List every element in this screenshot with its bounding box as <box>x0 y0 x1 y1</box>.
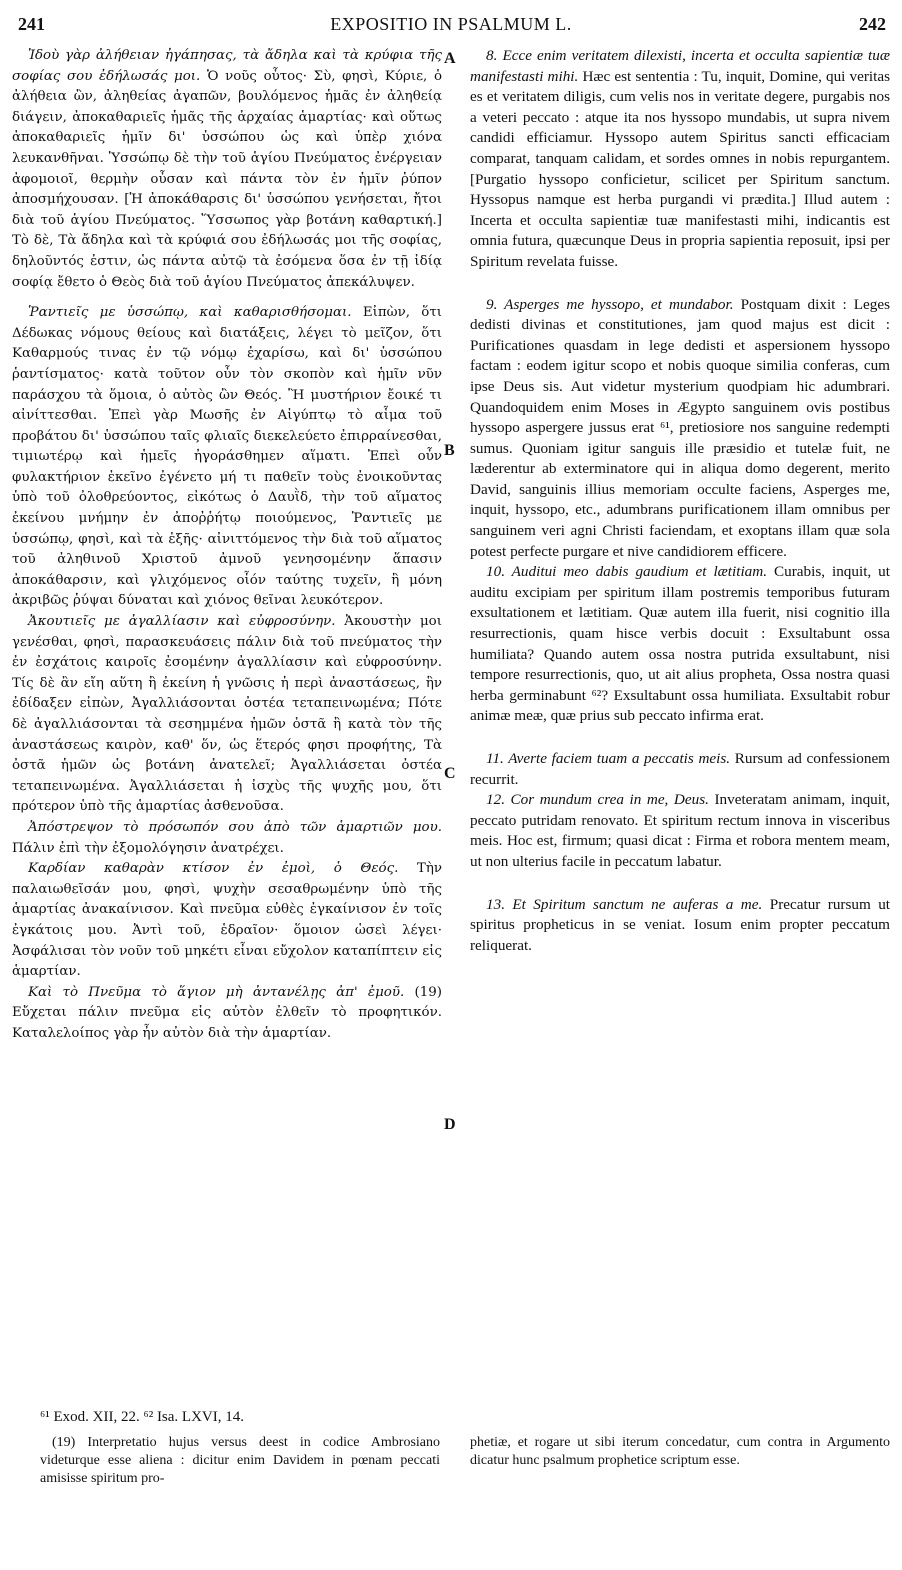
greek-lemma: Ἰδοὺ γὰρ ἀλήθειαν ἠγάπησας, τὰ ἄδηλα καὶ τὰ κρύφια τῆς σοφίας σου ἐδήλωσάς μοι. <box>12 48 442 84</box>
note-text: (19) Interpretatio hujus versus deest in codice Ambrosiano videturque esse aliena : dicitur enim Davidem in pœnam peccati amisisse spiritum pro- <box>40 1435 440 1486</box>
greek-lemma: Ἀκουτιεῖς με ἀγαλλίασιν καὶ εὐφροσύνην. <box>28 614 336 630</box>
latin-text: Curabis, inquit, ut auditu excipiam per spiritum illam postremis temporibus futuram exsultationem et lætitiam. Quæ autem illa fuerit, nisi cognitio illa resurrectionis, quam hisce verbis docuit : Exsultabunt ossa humiliata? Quando autem ossa nostra putrida exsultabunt, nisi tempore resurrectionis, quo, ut ait alius propheta, Ossa nostra quasi herba germinabunt ⁶²? Exsultabunt ossa humiliata. Exsultabit robur animæ meæ, quæ prius sub peccato infirma erat. <box>470 563 890 725</box>
page-header <box>12 14 890 40</box>
latin-text: Inveteratam animam, inquit, peccato putridam renovato. Et spiritum rectum innova in visceribus meis. Hoc est, firmum; quasi dicat : Firma et robora mentem meam, ut non ulterius facile in peccatum labatur. <box>470 791 891 870</box>
margin-letter-c: C <box>444 765 456 782</box>
footnote-references: ⁶¹ Exod. XII, 22. ⁶² Isa. LXVI, 14. <box>40 1409 245 1425</box>
greek-text: Ἀκουστὴν μοι γενέσθαι, φησὶ, παρασκευάσεις πάλιν διὰ τοῦ πνεύματος τὴν ἐν ἐσχάτοις καιροῖς ἐσομένην ἀγαλλίασιν καὶ εὐφροσύνην. Τίς δὲ ἂν εἴη αὕτη ἢ ἐκείνη ἡ γνῶσις ἡ περὶ ἀναστάσεως, ἣν ἐδίδαξεν εἰπὼν, Ἀγαλλιάσονται ὀστέα τεταπεινωμένα; Πότε δὲ ἀγαλλιάσονται τὰ σεσημμένα ἡμῶν ὀστᾶ ἢ κατὰ τὸν τῆς ἀναστάσεως καιρὸν, καθ' ὅν, ὡς ἕτερός φησι προφήτης, Τὰ ὀστᾶ ἡμῶν ὡς βοτάνη ἀνατελεῖ; Ἀγαλλιάσεται ὀστέα τεταπεινωμένα. Ἀγαλλιάσεται ἡ ἰσχὺς τῆς ψυχῆς μου, ὅτι πρότερον ὑπὸ τῆς ἁμαρτίας ἀσθενοῦσα. <box>12 614 442 815</box>
latin-paragraph <box>470 790 890 872</box>
latin-text: Hæc est sententia : Tu, inquit, Domine, qui veritas es et veritatem diligis, cum velis nos in veritate degere, purgabis nos a veteri peccato : atque ita nos hyssopo mundabis, ut supra nivem candidi efficiamur. Hyssopo autem Spiritus sancti efficaciam comparat, tanquam calidam, et sordes omnes in nobis repurgantem. [Purgatio hyssopo conficietur, scilicet per Spiritum sanctum. Hyssopus namque est herba purgandi vi prædita.] Illud autem : Incerta et occulta sapientiæ tuæ manifestasti mihi, indicantis est omnia futura, quæcunque Deus in propria sapientia reposuit, ipsi per Spiritum revelata fuisse. <box>470 67 890 270</box>
latin-lemma: 11. Averte faciem tuam a peccatis meis. <box>486 750 731 767</box>
greek-text: (19) Εὔχεται πάλιν πνεῦμα εἰς αὐτὸν ἐλθεῖν τὸ προφητικόν. Καταλελοίπος γὰρ ἦν αὐτὸν διὰ τὴν ἁμαρτίαν. <box>12 984 442 1041</box>
latin-paragraph <box>470 895 890 957</box>
greek-text: Εἰπὼν, ὅτι Δέδωκας νόμους θείους καὶ διατάξεις, λέγει τὸ μεῖζον, ὅτι Καθαρμούς τινας ἐν τῷ νόμῳ ἐχαρίσω, καὶ δι' ὑσσώπου ῥαντίσματος· κατὰ τοῦτον οὖν τὸν σκοπὸν καὶ ἡμῖν νῦν παράσχου τὰ ὅμοια, ὁ αὐτὸς ὢν Θεός. Ἢ μυστήριον ἔοικέ τι αἰνίττεσθαι. Ἐπεὶ γὰρ Μωσῆς ἐν Αἰγύπτῳ τὸ αἷμα τοῦ προβάτου δι' ὑσσώπου ταῖς φλιαῖς διεκελεύετο ἐπιρραίνεσθαι, τιμιωτέρῳ καὶ ἡμεῖς ἠγοράσθημεν αἵματι. Ἐπεὶ οὖν φυλακτήριον ἐκεῖνο ἐγένετο μή τι παθεῖν τοὺς ἐνοικοῦντας ὑπὸ τοῦ ὀλοθρεύοντος, εἰκότως ὁ Δαυῒδ, τὴν τοῦ αἵματος ἐκείνου μνήμην ἐν ἀποῤῥήτῳ ποιούμενος, Ῥαντιεῖς με ὑσσώπῳ, φησὶ, καὶ τὰ ἑξῆς· αἰνιττόμενος τὴν διὰ τοῦ αἵματος τοῦ ἀληθινοῦ Χριστοῦ ἀμνοῦ γενησομένην ἅπασιν ἀποκάθαρσιν, καὶ γλιχόμενος οἷόν ταύτης τυχεῖν, ἣ μόνη ἀκριβῶς ῥύψαι δύναται καὶ χιόνος θεῖναι λευκότερον. <box>12 305 442 609</box>
greek-column <box>12 46 442 1045</box>
greek-paragraph <box>12 612 442 818</box>
latin-paragraph <box>470 749 890 790</box>
latin-lemma: 12. Cor mundum crea in me, Deus. <box>486 791 709 809</box>
latin-text: Postquam dixit : Leges dedisti divinas et constitutiones, jam quod majus est dicit : Purificationes quasdam in lege dedisti et aspersionem hyssopo factam : eodem igitur scopo et nobis quoque similia conferas, cum ipse Deus sis. Aut videtur mysterium quodpiam hic adumbrari. Quandoquidem enim Moses in Ægypto sanguinem ovis postibus hyssopo aspergere jussus erat ⁶¹, pretiosiore nos sanguine redempti sumus. Quoniam igitur sanguis ille præsidio et tutelæ fuit, ne læderentur ab exterminatore qui in aliqua domo degerent, merito David, sanguinis illius memoriam occulte faciens, Asperges me, inquit, hyssopo, etc., adumbrans purificationem illam omnibus per sanguinem veri agni Christi faciendam, et exoptans illam quæ sola potest perfecte purgare et nive candidiorem efficere. <box>470 295 890 560</box>
greek-paragraph <box>12 46 442 293</box>
latin-lemma: 10. Auditui meo dabis gaudium et lætitiam. <box>486 563 768 581</box>
greek-text: Τὴν παλαιωθεῖσάν μου, φησὶ, ψυχὴν σεσαθρωμένην ὑπὸ τῆς ἁμαρτίας ἀνακαίνισον. Καὶ πνεῦμα εὐθὲς ἐγκαίνισον ἐν τοῖς ἐγκάτοις μου. Ἀντὶ τοῦ, ἑδραῖον· ὅμοιον ὡσεὶ λέγει· Ἀσφάλισαι τὸν νοῦν τοῦ μηκέτι εἶναι εὔχολον καταπίπτειν εἰς ἁμαρτίαν. <box>12 861 442 980</box>
latin-paragraph <box>470 562 890 727</box>
latin-lemma: 9. Asperges me hyssopo, et mundabor. <box>486 295 734 313</box>
greek-text: Ὁ νοῦς οὗτος· Σὺ, φησὶ, Κύριε, ὁ ἀλήθεια ὢν, ἀληθείας ἀγαπῶν, βουλόμενος ἡμᾶς ἐν ἀληθείᾳ διάγειν, ἀποκαθαριεῖς ἡμᾶς τῆς ἀρχαίας ἁμαρτίας· καὶ οὕτως ἀποκαθαριεῖς ἡμῖν δι' ὑσσώπου ὡς καὶ ὑπὲρ χιόνα λευκανθῆναι. Ὑσσώπῳ δὲ τὴν τοῦ ἁγίου Πνεύματος ἐνέργειαν ἀφομοιοῖ, θερμὴν οὖσαν καὶ πάντα τὸν ἐν ἡμῖν ῥύπον ἀποσμήχουσαν. [Ἡ ἀποκάθαρσις δι' ὑσσώπου γενήσεται, ἤτοι διὰ τοῦ ἁγίου Πνεύματος. Ὕσσωπος γὰρ βοτάνη καθαρτική.] Τὸ δὲ, Τὰ ἄδηλα καὶ τὰ κρύφιά σου ἐδήλωσάς μοι τῆς σοφίας, δηλοῦντός ἐστιν, ὡς πάντα αὐτῷ τὰ ἐσόμενα ὅσα ἐν τῇ ἰδίᾳ σοφίᾳ ἔθετο ὁ Θεὸς διὰ τοῦ ἁγίου Πνεύματος ἀπεκάλυψεν. <box>12 68 443 290</box>
note-text: phetiæ, et rogare ut sibi iterum concedatur, cum contra in Argumento dicatur hunc psalmum prophetice scriptum esse. <box>470 1435 890 1468</box>
editorial-note-left <box>40 1434 440 1488</box>
latin-paragraph <box>470 46 890 273</box>
page-number-left: 241 <box>18 14 45 34</box>
latin-text: Rursum ad confessionem recurrit. <box>470 750 890 788</box>
greek-paragraph <box>12 983 442 1045</box>
greek-lemma: Ῥαντιεῖς με ὑσσώπῳ, καὶ καθαρισθήσομαι. <box>28 305 352 321</box>
latin-lemma: 13. Et Spiritum sanctum ne auferas a me. <box>486 895 763 913</box>
greek-text: Πάλιν ἐπὶ τὴν ἐξομολόγησιν ἀνατρέχει. <box>12 840 284 856</box>
latin-text: Precatur rursum ut spiritus propheticus in se veniat. Iosum enim propter peccatum reliquerat. <box>470 895 891 954</box>
page-number-right: 242 <box>859 14 886 34</box>
latin-lemma: 8. Ecce enim veritatem dilexisti, incerta et occulta sapientiæ tuæ manifestasti mihi. <box>470 47 890 85</box>
margin-letter-b: B <box>444 442 455 459</box>
margin-letter-d: D <box>444 1116 456 1133</box>
greek-paragraph <box>12 303 442 612</box>
editorial-note-right <box>470 1434 890 1470</box>
latin-column <box>470 46 890 956</box>
greek-lemma: Ἀπόστρεψον τὸ πρόσωπόν σου ἀπὸ τῶν ἁμαρτιῶν μου. <box>28 819 442 835</box>
running-title: EXPOSITIO IN PSALMUM L. <box>330 14 572 34</box>
greek-paragraph <box>12 818 442 859</box>
greek-lemma: Καρδίαν καθαρὰν κτίσον ἐν ἐμοὶ, ὁ Θεός. <box>28 861 399 877</box>
greek-lemma: Καὶ τὸ Πνεῦμα τὸ ἅγιον μὴ ἀντανέλῃς ἀπ' ἐμοῦ. <box>28 984 405 1000</box>
latin-paragraph <box>470 295 890 563</box>
greek-paragraph <box>12 859 442 983</box>
margin-letter-a: A <box>444 50 456 67</box>
